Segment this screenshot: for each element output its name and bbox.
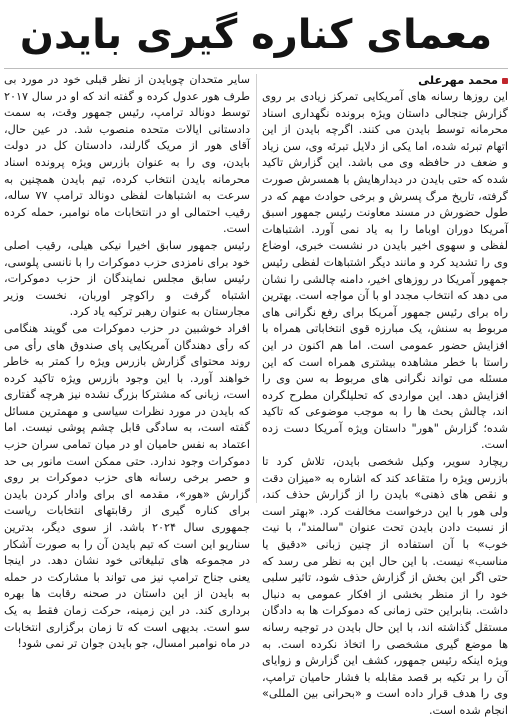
column-divider [256,74,257,503]
author-name: محمد مهرعلی [418,73,498,87]
paragraph: این روزها رسانه های آمریکایی تمرکز زیادی بر روی گزارش جنجالی داستان ویژه برونده نگهداری اسناد محرمانه توسط بایدن می کنند. اگرچه بایدن از این اتهام تبرئه شده، اما یکی از دلایل تبرئه وی، سن زیاد و ضعف در حافظه وی می باشد. این گزارش تاکید شده که حتی بایدن در دیدارهایش با همسرش صورت گرفته، تاریخ مرگ پسرش و برخی حوادث مهم که در طول حضورش در مسند معاونت رئیس جمهور اسبق آمریکا دوران اوباما را به یاد نمی آورد. اشتباهات لفظی و سهوی اخیر بایدن در نشست خبری، اوضاع وی را تشدید کرد و مانند دیگر اشتباهات لفظی رئیس جمهور آمریکا در روزهای اخیر، دامنه چالشی را نشان می دهد که انتخاب مجدد او با آن مواجه است. بهترین راه برای رئیس جمهور آمریکا برای رفع نگرانی های مربوط به سنش، یک مبارزه قوی انتخاباتی همراه با افزایش حضور عمومی است. اما هم اکنون در این راستا با خطر مشاهده بیشتری همراه است که این مسئله می تواند نگرانی های مربوط به سن وی را افزایش دهد. این مواردی که تحلیلگران مطرح کرده اند، چالش بحث ها را به موجب موضوعی که تاکید شده؛ گزارش "هور" داستان ویژه آمریکا دست زده است. [262,90,508,452]
paragraph: ریچارد سویر، وکیل شخصی بایدن، تلاش کرد تا بازرس ویژه را متقاعد کند که اشاره به «میزان دقت و نقص های ذهنی» بایدن را از گزارش حذف کند، ولی هور با این درخواست مخالفت کرد. «بهتر است از نسبت دادن بایدن تحت عنوان "سالمند"، با نیت خوب» با آن استفاده از چنین زبانی «دقیق یا مناسب» نیست. با این حال این به نظر می رسد که حتی اگر این بخش از گزارش حذف شود، تاثیر سلبی خود را از منظر بخشی از افکار عمومی به دنبال داشت. بنابراین حتی زمانی که دموکرات ها به دادگان مستقل گذاشته اند، با این حال بایدن در توجیه رسانه ها موضع گیری مشخصی را اتخاذ نکرده است. به ویژه اینکه رئیس جمهور، کشف این گزارش و زوایای آن را بر تکیه بر قصد مقابله با فشار حامیان ترامپ، وی را هدف قرار داده است و «بحرانی بین المللی» انجام شده است. [262,455,508,717]
left-column [4,72,250,651]
paragraph: سایر متحدان چوبایدن از نظر قبلی خود در مورد بی طرف هور عدول کرده و گفته اند که او در سال ۲۰۱۷ توسط دونالد ترامپ، رئیس جمهور وقت، به سمت دادستانی ایالات متحده منصوب شد. در عین حال، آقای هور از مریک گارلند، دادستان کل در دولت بایدن، وی را به عنوان بازرس ویژه پرونده اسناد محرمانه بایدن انتخاب کرده، تیم بایدن همچنین به سرعت به اشتباهات لفظی دونالد ترامپ ۷۷ ساله، رقیب احتمالی او در انتخابات ماه نوامبر، حمله کرده است. [4,73,250,236]
headline: معمای کناره گیری بایدن [19,12,493,58]
paragraph: افراد خوشبین در حزب دموکرات می گویند هنگامی که رأی دهندگان آمریکایی پای صندوق های رأی می روند محتوای گزارش بازرس ویژه را کمتر به خاطر خواهند آورد. با این وجود بازرس ویژه تاکید کرده است، زبانی که مشترکا بزرگ نشده نیز هرچه گفتاری که بایدن در مورد نظرات سیاسی و مهمترین مسائل گفته است، به سادگی قابل چشم پوشی نیست. اما اعتماد به نفس حامیان او در میان تمامی سران حزب دموکرات وجود ندارد. حتی ممکن است مانور بی حد و حصر برخی رسانه های حزب دموکرات بر روی گزارش «هور»، مقدمه ای برای وادار کردن بایدن برای کناره گیری از رقابتهای انتخابات ریاست جمهوری سال ۲۰۲۴ باشد. از سوی دیگر، بدترین سناریو این است که تیم بایدن آن را به صورت آشکار در مجموعه های تبلیغاتی خود نشان دهد. در اینجا یعنی جناح ترامپ نیز می تواند با مشارکت در حمله به بایدن از این داستان در صحنه رقابت ها بهره برداری کند. در این زمینه، حرکت زمان فقط به یک سو است. بدیهی است که تا زمان برگزاری انتخابات در ماه نوامبر امسال، جو بایدن جوان تر نمی شود! [4,321,250,651]
article-body [4,72,508,717]
byline-square-icon [502,78,508,84]
paragraph: رئیس جمهور سابق اخیرا نیکی هیلی، رقیب اصلی خود برای نامزدی حزب دموکرات را با نانسی پلوسی، رئیس سابق مجلس نمایندگان از حزب دموکرات، اشتباه گرفت و راکوچر اوربان، نخست وزیر مجارستان به عنوان رهبر ترکیه یاد کرد. [4,238,250,319]
right-column [262,72,508,717]
headline-divider [4,68,508,69]
byline [262,72,508,89]
